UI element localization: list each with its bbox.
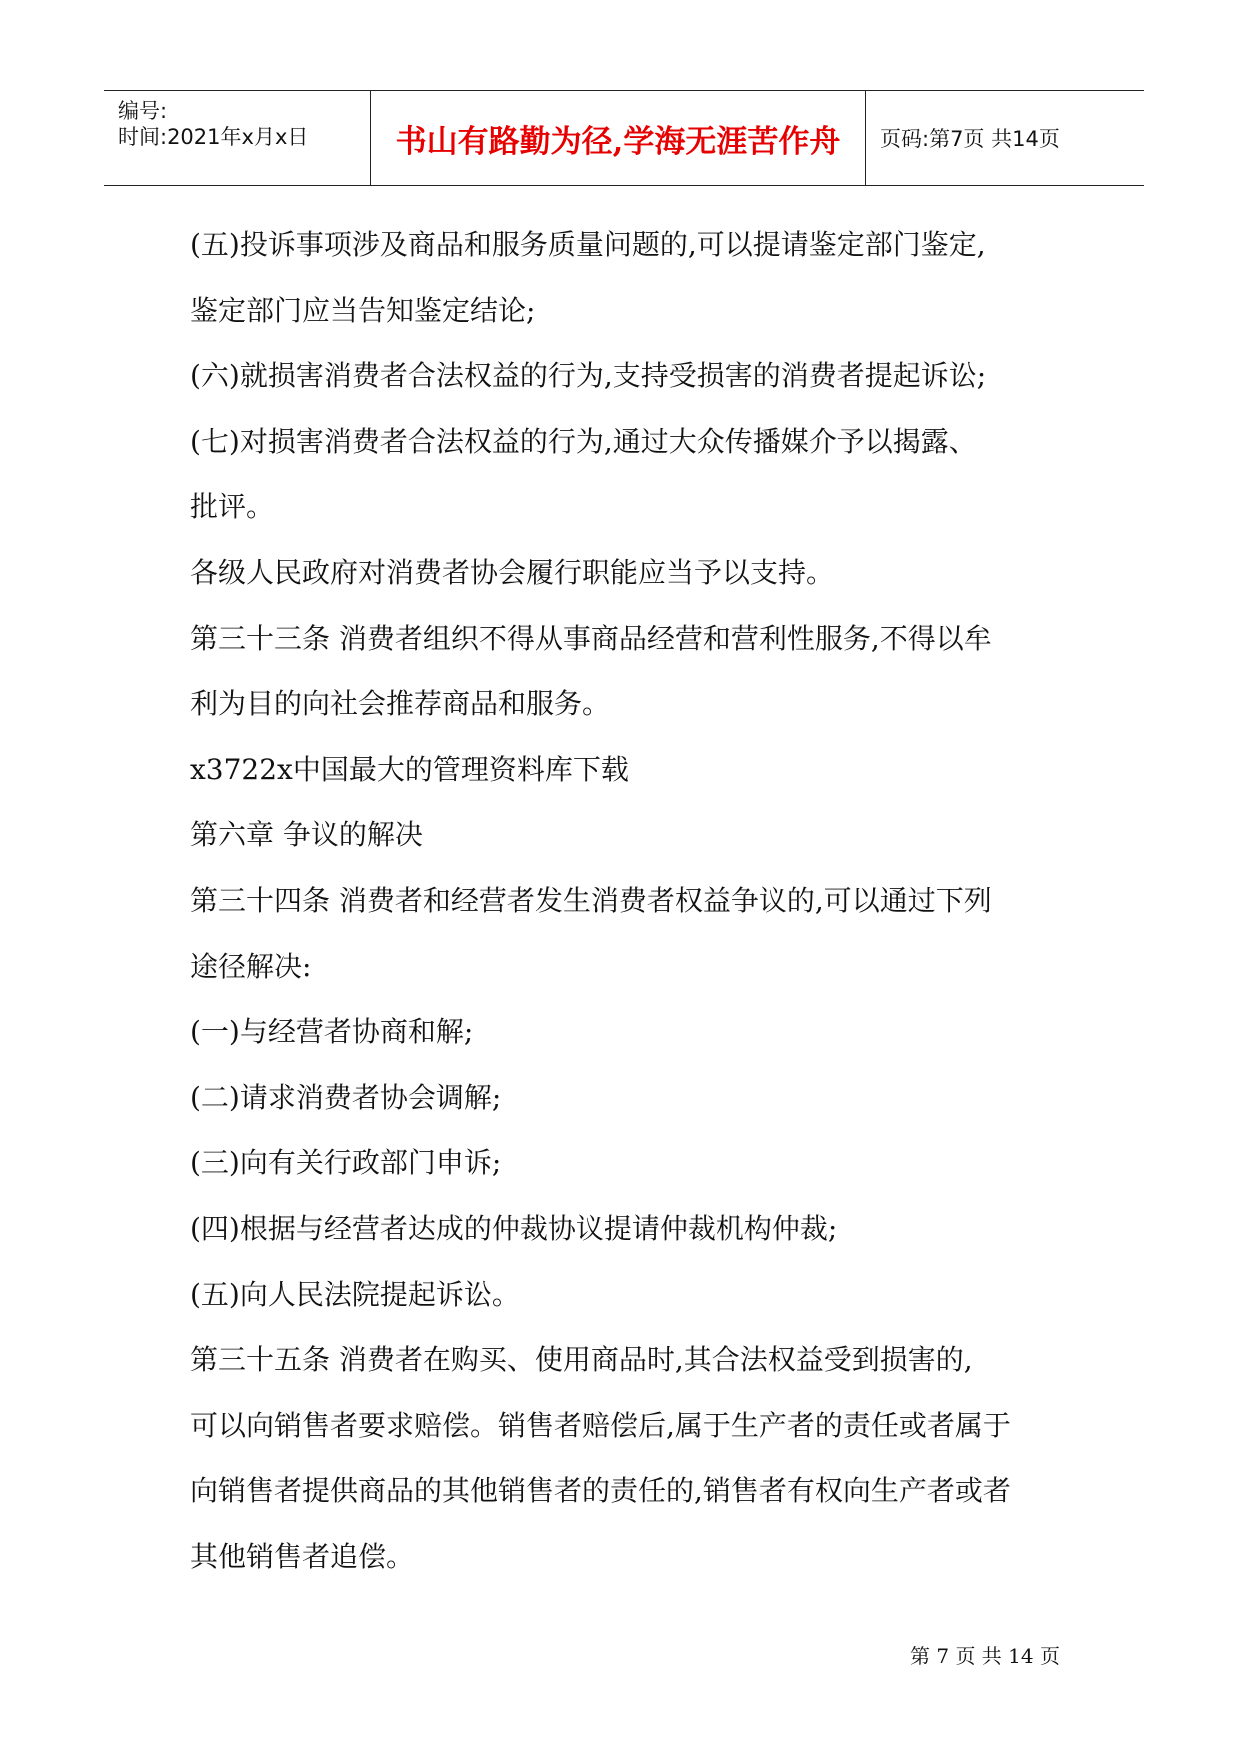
body-line: (七)对损害消费者合法权益的行为,通过大众传播媒介予以揭露、 bbox=[190, 424, 977, 458]
body-line: (一)与经营者协商和解; bbox=[190, 1015, 474, 1049]
body-line: (二)请求消费者协会调解; bbox=[190, 1080, 502, 1114]
body-line: 向销售者提供商品的其他销售者的责任的,销售者有权向生产者或者 bbox=[190, 1474, 1011, 1508]
header-page-cell bbox=[866, 91, 1158, 185]
body-line: 各级人民政府对消费者协会履行职能应当予以支持。 bbox=[190, 555, 835, 589]
body-line: 途径解决: bbox=[190, 949, 312, 983]
header-motto: 书山有路勤为径,学海无涯苦作舟 bbox=[395, 123, 841, 160]
document-number-label: 编号: bbox=[118, 99, 168, 123]
body-line: (三)向有关行政部门申诉; bbox=[190, 1146, 502, 1180]
page-footer-number: 第 7 页 共 14 页 bbox=[910, 1644, 1060, 1668]
header-page-info: 页码:第7页 共14页 bbox=[880, 127, 1060, 151]
body-line: 可以向销售者要求赔偿。销售者赔偿后,属于生产者的责任或者属于 bbox=[190, 1408, 1011, 1442]
body-line: (六)就损害消费者合法权益的行为,支持受损害的消费者提起诉讼; bbox=[190, 359, 987, 393]
header-meta-cell bbox=[104, 91, 371, 185]
body-line: 第三十五条 消费者在购买、使用商品时,其合法权益受到损害的, bbox=[190, 1343, 973, 1377]
body-line: 批评。 bbox=[190, 490, 275, 524]
body-line: (五)向人民法院提起诉讼。 bbox=[190, 1277, 520, 1311]
header-motto-cell bbox=[371, 91, 866, 185]
chapter-heading: 第六章 争议的解决 bbox=[190, 818, 423, 852]
body-line: 第三十三条 消费者组织不得从事商品经营和营利性服务,不得以牟 bbox=[190, 621, 992, 655]
page-header bbox=[104, 90, 1144, 186]
document-time-label: 时间:2021年x月x日 bbox=[118, 125, 309, 149]
document-body bbox=[190, 212, 1090, 1589]
body-line: 其他销售者追偿。 bbox=[190, 1539, 415, 1573]
body-line: (五)投诉事项涉及商品和服务质量问题的,可以提请鉴定部门鉴定, bbox=[190, 228, 986, 261]
body-line: 第三十四条 消费者和经营者发生消费者权益争议的,可以通过下列 bbox=[190, 883, 992, 917]
body-line: x3722x中国最大的管理资料库下载 bbox=[190, 752, 629, 786]
body-line: 鉴定部门应当告知鉴定结论; bbox=[190, 293, 536, 327]
body-line: 利为目的向社会推荐商品和服务。 bbox=[190, 687, 611, 721]
body-line: (四)根据与经营者达成的仲裁协议提请仲裁机构仲裁; bbox=[190, 1211, 838, 1245]
